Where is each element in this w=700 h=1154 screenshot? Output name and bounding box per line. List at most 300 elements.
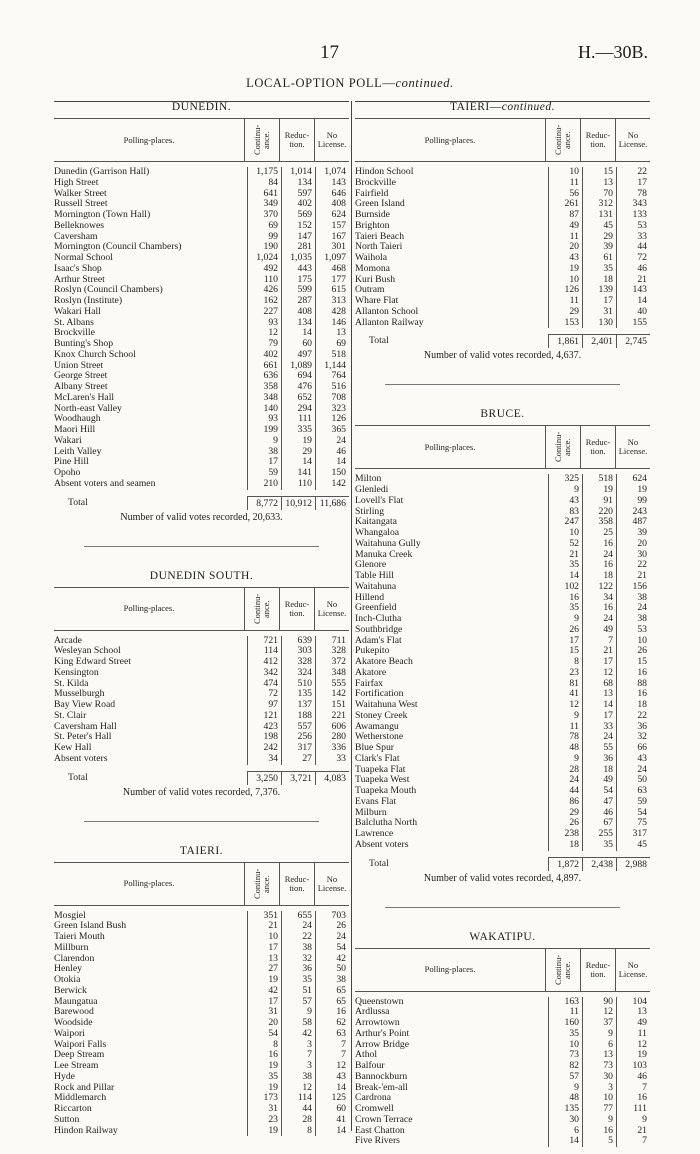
table-header: [54, 862, 349, 906]
polling-place: Queenstown: [355, 996, 404, 1007]
continuance-value: 636: [247, 371, 281, 382]
reduction-value: 19: [281, 436, 315, 447]
continuance-value: 11: [548, 296, 582, 307]
continuance-value: 84: [247, 178, 281, 189]
continuance-value: 43: [548, 253, 582, 264]
table-header: [54, 118, 349, 162]
section-title-text: BRUCE.: [480, 408, 525, 421]
no-license-value: 624: [315, 210, 349, 221]
continuance-value: 43: [548, 496, 582, 507]
polling-place: Absent voters: [54, 753, 108, 764]
polling-place: Woodside: [54, 1018, 93, 1028]
reduction-value: 16: [582, 560, 616, 571]
polling-place: Bunting's Shop: [54, 339, 114, 349]
polling-place: Arcade: [54, 635, 82, 646]
continuance-value: 28: [548, 765, 582, 776]
no-license-value: 46: [616, 264, 650, 275]
table-row: [355, 1136, 650, 1147]
polling-place: Fortification: [355, 689, 404, 700]
reduction-value: 12: [281, 1083, 315, 1094]
polling-place: McLaren's Hall: [54, 392, 115, 403]
no-license-value: 22: [616, 711, 650, 722]
polling-place: Sutton: [54, 1114, 80, 1125]
continuance-value: 8: [548, 657, 582, 668]
polling-place: Millburn: [54, 942, 89, 953]
table-row: [54, 711, 349, 722]
continuance-value: 238: [548, 829, 582, 840]
table-row: [355, 668, 650, 679]
polling-place: Berwick: [54, 985, 87, 996]
section-gap: [355, 908, 650, 930]
no-license-value: 65: [315, 986, 349, 997]
total-continuance: 8,772: [247, 496, 281, 510]
continuance-value: 38: [247, 447, 281, 458]
table-row: [355, 797, 650, 808]
no-license-value: 516: [315, 382, 349, 393]
continuance-value: 163: [548, 997, 582, 1008]
no-license-value: 317: [616, 829, 650, 840]
no-license-value: 764: [315, 371, 349, 382]
polling-place: Hillend: [355, 592, 385, 603]
polling-place: St. Albans: [54, 317, 94, 328]
polling-place: Athol: [355, 1050, 378, 1061]
total-reduction: 2,438: [582, 857, 616, 871]
no-license-value: 63: [315, 1029, 349, 1040]
reduction-value: 402: [281, 199, 315, 210]
no-license-value: 708: [315, 393, 349, 404]
table-row: [355, 582, 650, 593]
reduction-value: 57: [281, 997, 315, 1008]
continuance-value: 199: [247, 425, 281, 436]
continuance-value: 358: [247, 382, 281, 393]
reduction-value: 111: [281, 414, 315, 425]
polling-place: Clark's Flat: [355, 753, 400, 764]
section-gap: [54, 547, 349, 569]
polling-place: Walker Street: [54, 188, 107, 199]
polling-place: Clarendon: [54, 953, 95, 964]
polling-place: North Taieri: [355, 242, 403, 253]
polling-place: Milton: [355, 474, 382, 485]
section-title-italic: continued.: [501, 101, 555, 113]
header-no-license: No License.: [314, 119, 349, 161]
reduction-value: 13: [582, 1050, 616, 1061]
polling-place: Caversham: [54, 231, 98, 242]
total-row: [355, 334, 650, 348]
polling-place: Opoho: [54, 468, 81, 478]
no-license-value: 167: [315, 232, 349, 243]
polling-place: Waitahuna West: [355, 700, 418, 710]
reduction-value: 312: [582, 199, 616, 210]
header-continuance-text: Continu-ance.: [553, 432, 572, 463]
continuance-value: 11: [548, 178, 582, 189]
continuance-value: 59: [247, 468, 281, 479]
table-body: [355, 167, 650, 348]
polling-place: Brighton: [355, 220, 390, 231]
polling-place: Tuapeka Flat: [355, 764, 406, 775]
continuance-value: 661: [247, 361, 281, 372]
polling-place: Arrow Bridge: [355, 1039, 410, 1050]
polling-place: Hindon Railway: [54, 1125, 118, 1136]
reduction-value: 12: [582, 1007, 616, 1018]
polling-place: George Street: [54, 371, 108, 382]
no-license-value: 313: [315, 296, 349, 307]
continuance-value: 11: [548, 722, 582, 733]
continuance-value: 10: [247, 932, 281, 943]
no-license-value: 11: [616, 1029, 650, 1040]
polling-place: Waitahuna Gully: [355, 538, 421, 549]
polling-place: Five Rivers: [355, 1136, 400, 1147]
reduction-value: 152: [281, 221, 315, 232]
reduction-value: 256: [281, 732, 315, 743]
continuance-value: 13: [247, 954, 281, 965]
continuance-value: 190: [247, 242, 281, 253]
header-no-license: No License.: [615, 949, 650, 991]
reduction-value: 46: [582, 808, 616, 819]
reduction-value: 16: [582, 1126, 616, 1137]
no-license-value: 16: [616, 668, 650, 679]
no-license-value: 49: [616, 1018, 650, 1029]
no-license-value: 63: [616, 786, 650, 797]
no-license-value: 60: [315, 1104, 349, 1115]
polling-place: Break-'em-all: [355, 1082, 408, 1093]
polling-place: Arthur Street: [54, 274, 105, 285]
continuance-value: 82: [548, 1061, 582, 1072]
continuance-value: 15: [548, 646, 582, 657]
polling-place: Table Hill: [355, 571, 394, 581]
no-license-value: 143: [616, 285, 650, 296]
header-continuance-text: Continu-ance.: [252, 593, 271, 624]
section-title: [355, 100, 650, 114]
polling-place: Riccarton: [54, 1104, 92, 1114]
reduction-value: 54: [582, 786, 616, 797]
table-row: [355, 1029, 650, 1040]
header-continuance: [545, 426, 580, 468]
continuance-value: 18: [548, 840, 582, 851]
reduction-value: 14: [582, 700, 616, 711]
total-no-license: 2,745: [616, 334, 650, 348]
continuance-value: 8: [247, 1040, 281, 1051]
reduction-value: 29: [281, 447, 315, 458]
table-row: [355, 178, 650, 189]
reduction-value: 694: [281, 371, 315, 382]
no-license-value: 24: [315, 436, 349, 447]
reduction-value: 255: [582, 829, 616, 840]
polling-place: Rock and Pillar: [54, 1082, 115, 1093]
no-license-value: 21: [616, 1126, 650, 1137]
no-license-value: 42: [315, 954, 349, 965]
page-number: 17: [320, 42, 339, 63]
total-reduction: 3,721: [281, 771, 315, 785]
polling-place: Kuri Bush: [355, 274, 396, 285]
reduction-value: 68: [582, 679, 616, 690]
section-title: [54, 844, 349, 858]
reduction-value: 220: [582, 507, 616, 518]
no-license-value: 103: [616, 1061, 650, 1072]
reduction-value: 58: [281, 1018, 315, 1029]
polling-place: Union Street: [54, 360, 104, 371]
reduction-value: 35: [582, 840, 616, 851]
continuance-value: 23: [247, 1115, 281, 1126]
continuance-value: 641: [247, 189, 281, 200]
continuance-value: 26: [548, 818, 582, 829]
continuance-value: 351: [247, 911, 281, 922]
continuance-value: 30: [548, 1115, 582, 1126]
reduction-value: 188: [281, 711, 315, 722]
total-label: Total: [369, 335, 389, 347]
header-no-license: No License.: [615, 119, 650, 161]
continuance-value: 23: [548, 668, 582, 679]
no-license-value: 111: [616, 1104, 650, 1115]
section-bruce: [355, 407, 650, 886]
reduction-value: 114: [281, 1093, 315, 1104]
reduction-value: 25: [582, 528, 616, 539]
reduction-value: 24: [281, 921, 315, 932]
continuance-value: 135: [548, 1104, 582, 1115]
section-dunedin-south: [54, 569, 349, 801]
polling-place: Roslyn (Council Chambers): [54, 285, 163, 296]
no-license-value: 24: [616, 765, 650, 776]
total-no-license: 2,988: [616, 857, 650, 871]
reduction-value: 36: [281, 964, 315, 975]
table-body: [54, 636, 349, 785]
table-row: [355, 625, 650, 636]
total-row: [355, 857, 650, 871]
polling-place: Henley: [54, 964, 82, 975]
reduction-value: 358: [582, 517, 616, 528]
reduction-value: 13: [582, 178, 616, 189]
no-license-value: 142: [315, 479, 349, 490]
continuance-value: 17: [247, 997, 281, 1008]
total-continuance: 3,250: [247, 771, 281, 785]
section-separator: [84, 801, 319, 822]
continuance-value: 78: [548, 732, 582, 743]
reduction-value: 16: [582, 539, 616, 550]
polling-place: Kaitangata: [355, 517, 397, 528]
polling-place: Maungatua: [54, 996, 98, 1007]
reduction-value: 7: [582, 636, 616, 647]
total-reduction: 10,912: [281, 496, 315, 510]
continuance-value: 1,024: [247, 253, 281, 264]
polling-place: Lawrence: [355, 829, 394, 839]
header-continuance: [545, 949, 580, 991]
polling-place: Fairfield: [355, 188, 389, 199]
polling-place: Brockville: [54, 328, 95, 339]
reduction-value: 3: [281, 1040, 315, 1051]
polling-place: Momona: [355, 263, 390, 274]
reduction-value: 1,089: [281, 361, 315, 372]
continuance-value: 44: [548, 786, 582, 797]
no-license-value: 43: [315, 1072, 349, 1083]
reduction-value: 518: [582, 474, 616, 485]
reduction-value: 17: [582, 296, 616, 307]
no-license-value: 518: [315, 350, 349, 361]
polling-place: Glenledi: [355, 485, 389, 495]
reduction-value: 17: [582, 657, 616, 668]
table-row: [355, 539, 650, 550]
left-column: [54, 100, 349, 1136]
valid-votes-note: Number of valid votes recorded, 4,897.: [423, 872, 582, 884]
continuance-value: 9: [548, 754, 582, 765]
reduction-value: 77: [582, 1104, 616, 1115]
table-row: [355, 264, 650, 275]
reduction-value: 317: [281, 743, 315, 754]
reduction-value: 16: [582, 603, 616, 614]
polling-place: Hyde: [54, 1071, 75, 1082]
reduction-value: 131: [582, 210, 616, 221]
polling-place: Kensington: [54, 667, 99, 678]
continuance-value: 52: [548, 539, 582, 550]
polling-place: East Chatton: [355, 1125, 405, 1136]
header-no-license: No License.: [314, 863, 349, 905]
continuance-value: 412: [247, 657, 281, 668]
polling-place: Fairfax: [355, 678, 383, 689]
polling-place: Kew Hall: [54, 743, 92, 753]
continuance-value: 29: [548, 808, 582, 819]
no-license-value: 14: [616, 296, 650, 307]
reduction-value: 14: [281, 457, 315, 468]
continuance-value: 24: [548, 775, 582, 786]
header-continuance-text: Continu-ance.: [553, 124, 572, 156]
reduction-value: 130: [582, 318, 616, 329]
continuance-value: 19: [247, 1083, 281, 1094]
table-row: [54, 221, 349, 232]
reduction-value: 10: [582, 1093, 616, 1104]
polling-place: Deep Stream: [54, 1050, 105, 1061]
section-gap: [355, 385, 650, 407]
no-license-value: 15: [616, 657, 650, 668]
no-license-value: 21: [616, 571, 650, 582]
total-label: Total: [68, 771, 88, 783]
no-license-value: 133: [616, 210, 650, 221]
continuance-value: 423: [247, 722, 281, 733]
total-no-license: 4,083: [315, 771, 349, 785]
table-body: [54, 167, 349, 510]
reduction-value: 510: [281, 679, 315, 690]
polling-place: Balfour: [355, 1061, 385, 1071]
header-reduction: Reduc-tion.: [279, 863, 314, 905]
polling-place: Pukepito: [355, 646, 390, 657]
total-continuance: 1,861: [548, 334, 582, 348]
page-title-main: LOCAL-OPTION POLL—: [246, 76, 396, 90]
polling-place: Knox Church School: [54, 349, 136, 360]
section-title-text: TAIERI.: [179, 844, 224, 857]
reduction-value: 24: [582, 732, 616, 743]
continuance-value: 102: [548, 582, 582, 593]
continuance-value: 121: [247, 711, 281, 722]
no-license-value: 280: [315, 732, 349, 743]
section-dunedin: [54, 100, 349, 526]
polling-place: Otokia: [54, 975, 81, 985]
no-license-value: 75: [616, 818, 650, 829]
table-row: [355, 1104, 650, 1115]
reduction-value: 67: [582, 818, 616, 829]
continuance-value: 27: [247, 964, 281, 975]
no-license-value: 30: [616, 550, 650, 561]
polling-place: Bay View Road: [54, 700, 116, 710]
header-polling-places: Polling-places.: [123, 878, 175, 888]
continuance-value: 93: [247, 318, 281, 329]
polling-place: Isaac's Shop: [54, 263, 102, 274]
no-license-value: 38: [616, 593, 650, 604]
no-license-value: 142: [315, 689, 349, 700]
polling-place: Cardrona: [355, 1093, 392, 1104]
reduction-value: 597: [281, 189, 315, 200]
reduction-value: 39: [582, 242, 616, 253]
continuance-value: 227: [247, 307, 281, 318]
header-reduction: Reduc-tion.: [580, 949, 615, 991]
reduction-value: 137: [281, 700, 315, 711]
polling-place: Evans Flat: [355, 796, 397, 807]
continuance-value: 21: [247, 921, 281, 932]
table-row: [54, 393, 349, 404]
reduction-value: 14: [281, 328, 315, 339]
polling-place: Middlemarch: [54, 1093, 107, 1104]
no-license-value: 53: [616, 221, 650, 232]
polling-place: Russell Street: [54, 199, 108, 210]
table-row: [54, 1050, 349, 1061]
section-gap: [54, 822, 349, 844]
no-license-value: 301: [315, 242, 349, 253]
reduction-value: 60: [281, 339, 315, 350]
no-license-value: 372: [315, 657, 349, 668]
reduction-value: 328: [281, 657, 315, 668]
continuance-value: 26: [548, 625, 582, 636]
table-row: [54, 997, 349, 1008]
continuance-value: 83: [548, 507, 582, 518]
continuance-value: 69: [247, 221, 281, 232]
reduction-value: 34: [582, 593, 616, 604]
total-label: Total: [68, 496, 88, 508]
reduction-value: 38: [281, 943, 315, 954]
no-license-value: 26: [616, 646, 650, 657]
reduction-value: 1,014: [281, 167, 315, 178]
no-license-value: 33: [616, 232, 650, 243]
polling-place: Albany Street: [54, 382, 108, 392]
continuance-value: 17: [548, 636, 582, 647]
polling-place: Crown Terrace: [355, 1114, 413, 1125]
header-continuance-text: Continu-ance.: [252, 868, 271, 899]
table-row: [54, 668, 349, 679]
no-license-value: 44: [616, 242, 650, 253]
polling-place: Inch-Clutha: [355, 614, 402, 624]
table-body: [355, 474, 650, 870]
continuance-value: 9: [548, 485, 582, 496]
reduction-value: 9: [582, 1115, 616, 1126]
reduction-value: 569: [281, 210, 315, 221]
continuance-value: 198: [247, 732, 281, 743]
no-license-value: 328: [315, 646, 349, 657]
table-row: [54, 1040, 349, 1051]
no-license-value: 16: [315, 1007, 349, 1018]
reduction-value: 24: [582, 614, 616, 625]
polling-place: Wakari: [54, 435, 82, 446]
polling-place: North-east Valley: [54, 403, 122, 414]
reduction-value: 18: [582, 571, 616, 582]
page-title: [0, 76, 700, 91]
table-header: [355, 118, 650, 162]
polling-place: St. Clair: [54, 710, 87, 721]
polling-place: Blue Spur: [355, 743, 395, 753]
continuance-value: 31: [247, 1007, 281, 1018]
polling-place: Southbridge: [355, 624, 403, 635]
continuance-value: 48: [548, 743, 582, 754]
no-license-value: 65: [315, 997, 349, 1008]
no-license-value: 348: [315, 668, 349, 679]
reduction-value: 73: [582, 1061, 616, 1072]
section-title-text: DUNEDIN SOUTH.: [149, 569, 254, 582]
polling-place: Arrowtown: [355, 1018, 400, 1028]
no-license-value: 606: [315, 722, 349, 733]
